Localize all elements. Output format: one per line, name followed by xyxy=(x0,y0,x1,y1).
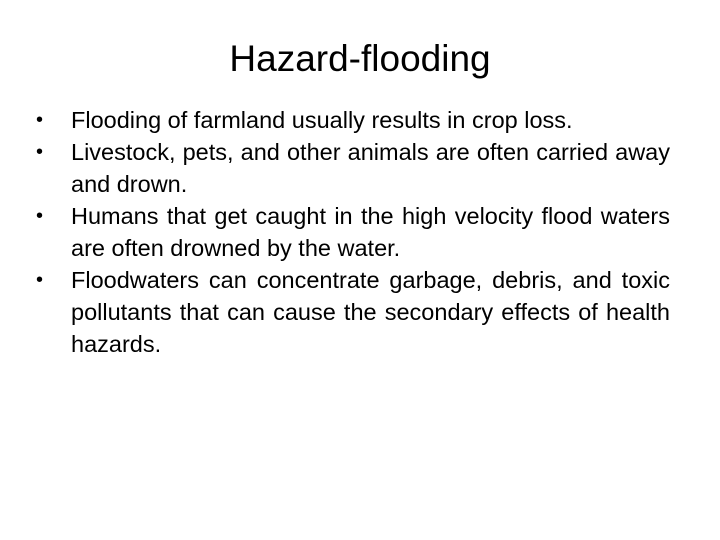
bullet-list xyxy=(36,104,670,360)
bullet-icon: • xyxy=(36,205,44,227)
bullet-item xyxy=(36,104,670,136)
bullet-text: Livestock, pets, and other animals are often carried away and drown. xyxy=(71,139,670,197)
bullet-text: Humans that get caught in the high velocity flood waters are often drowned by the water. xyxy=(71,203,670,261)
bullet-item xyxy=(36,136,670,200)
slide-title: Hazard-flooding xyxy=(229,38,491,79)
bullet-icon: • xyxy=(36,109,44,131)
bullet-item xyxy=(36,200,670,264)
bullet-icon: • xyxy=(36,141,44,163)
bullet-text: Flooding of farmland usually results in crop loss. xyxy=(71,107,573,133)
bullet-item xyxy=(36,264,670,360)
bullet-text: Floodwaters can concentrate garbage, debris, and toxic pollutants that can cause the secondary effects of health hazards. xyxy=(71,267,670,357)
bullet-icon: • xyxy=(36,269,44,291)
